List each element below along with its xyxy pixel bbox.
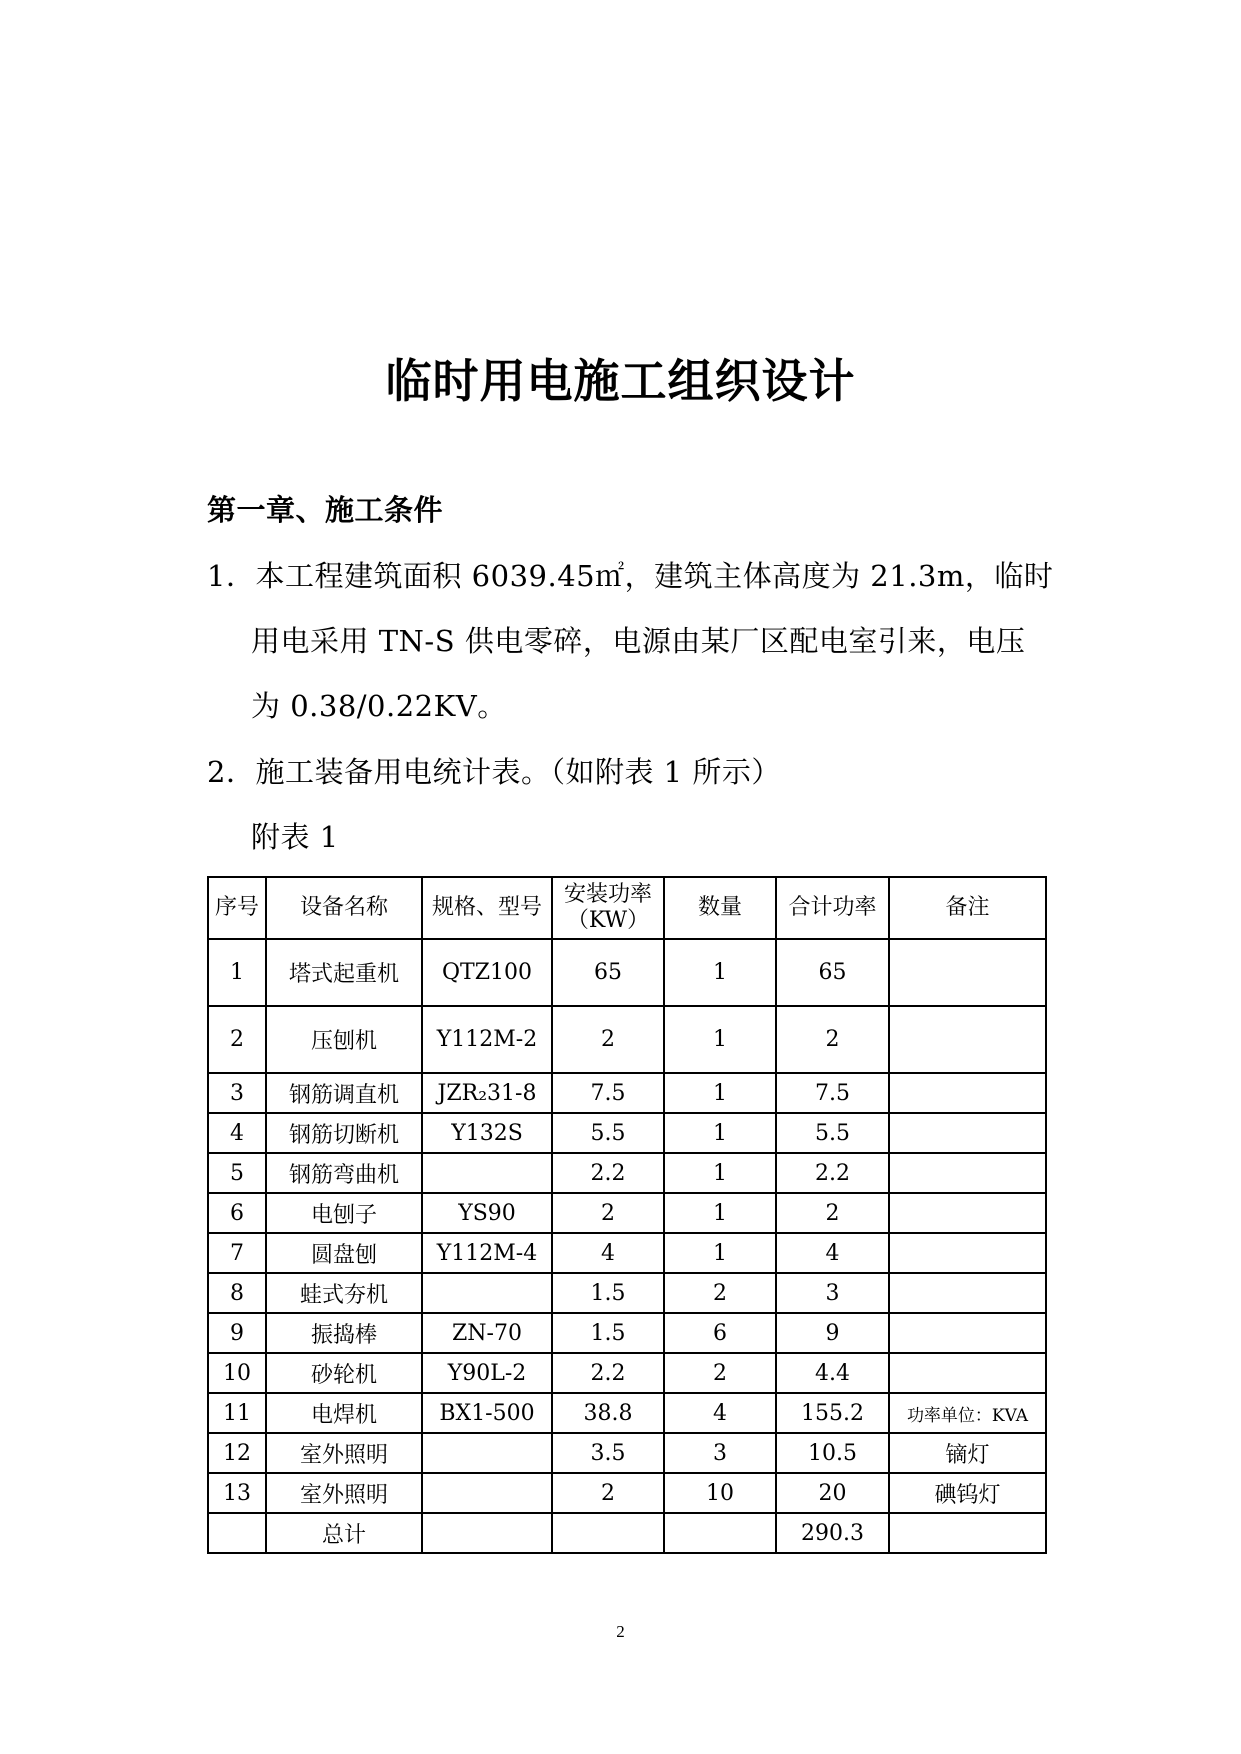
table-cell: 1: [208, 939, 266, 1006]
table-cell: 钢筋调直机: [266, 1073, 422, 1113]
table-cell: 12: [208, 1433, 266, 1473]
table-row: [208, 1153, 1046, 1193]
table-cell: 1: [664, 1193, 776, 1233]
table-cell: [208, 1513, 266, 1553]
table-cell: 4: [552, 1233, 664, 1273]
table-cell: 1: [664, 1073, 776, 1113]
table-row: [208, 1006, 1046, 1073]
table-cell: 蛙式夯机: [266, 1273, 422, 1313]
table-cell: 5.5: [776, 1113, 889, 1153]
item2-text: 2．施工装备用电统计表。（如附表 1 所示）: [207, 755, 781, 789]
table-cell: 8: [208, 1273, 266, 1313]
table-row: [208, 1393, 1046, 1433]
table-row: [208, 1073, 1046, 1113]
table-row: [208, 1353, 1046, 1393]
header-cell: 设备名称: [266, 877, 422, 939]
table-cell: YS90: [422, 1193, 552, 1233]
table-cell: 1: [664, 939, 776, 1006]
table-cell: 9: [776, 1313, 889, 1353]
table-cell: 室外照明: [266, 1473, 422, 1513]
table-cell: 1.5: [552, 1313, 664, 1353]
table-row: [208, 939, 1046, 1006]
total-label: 总计: [266, 1513, 422, 1553]
table-cell: 6: [208, 1193, 266, 1233]
header-cell: 合计功率: [776, 877, 889, 939]
table-cell: 1: [664, 1153, 776, 1193]
table-cell: [889, 1273, 1046, 1313]
table-cell: QTZ100: [422, 939, 552, 1006]
table-cell: 电焊机: [266, 1393, 422, 1433]
table-cell: [889, 1193, 1046, 1233]
table-cell: [889, 1073, 1046, 1113]
table-cell: 室外照明: [266, 1433, 422, 1473]
document-title: 临时用电施工组织设计: [385, 354, 856, 408]
table-cell: 碘钨灯: [889, 1473, 1046, 1513]
item1-line3: 为 0.38/0.22KV。: [251, 689, 507, 723]
table-cell: Y90L-2: [422, 1353, 552, 1393]
table-cell: 2: [552, 1193, 664, 1233]
table-cell: 砂轮机: [266, 1353, 422, 1393]
table-cell: 3.5: [552, 1433, 664, 1473]
table-cell: 电刨子: [266, 1193, 422, 1233]
table-cell: 38.8: [552, 1393, 664, 1433]
table-cell: 2: [776, 1193, 889, 1233]
table-cell: 1: [664, 1113, 776, 1153]
table-cell: 钢筋切断机: [266, 1113, 422, 1153]
table-cell: [889, 1006, 1046, 1073]
table-cell: 1: [664, 1233, 776, 1273]
table-cell: 7.5: [552, 1073, 664, 1113]
equipment-power-table: [207, 876, 1047, 1554]
table-cell: [889, 1513, 1046, 1553]
table-cell: 镝灯: [889, 1433, 1046, 1473]
table-cell: [889, 1113, 1046, 1153]
table-cell: 2.2: [552, 1353, 664, 1393]
table-cell: 2.2: [552, 1153, 664, 1193]
chapter-heading: 第一章、施工条件: [207, 493, 444, 527]
table-row: [208, 1113, 1046, 1153]
table-cell: 7.5: [776, 1073, 889, 1113]
table-cell: 4: [776, 1233, 889, 1273]
table-row: [208, 1433, 1046, 1473]
table-cell: [422, 1153, 552, 1193]
table-cell: 2: [208, 1006, 266, 1073]
item1-line2: 用电采用 TN-S 供电零碎，电源由某厂区配电室引来，电压: [251, 624, 1026, 658]
table-cell: 5.5: [552, 1113, 664, 1153]
table-row: [208, 1313, 1046, 1353]
table-cell: 压刨机: [266, 1006, 422, 1073]
table-cell: Y112M-2: [422, 1006, 552, 1073]
table-cell: 10.5: [776, 1433, 889, 1473]
table-cell: ZN-70: [422, 1313, 552, 1353]
table-cell: 9: [208, 1313, 266, 1353]
table-cell: 155.2: [776, 1393, 889, 1433]
table-cell: 2: [552, 1006, 664, 1073]
header-cell: 规格、型号: [422, 877, 552, 939]
table-cell: [422, 1433, 552, 1473]
table-cell: Y132S: [422, 1113, 552, 1153]
table-cell: 10: [208, 1353, 266, 1393]
table-cell: 10: [664, 1473, 776, 1513]
table-cell: [422, 1473, 552, 1513]
table-cell: 4: [208, 1113, 266, 1153]
table-cell: 2: [552, 1473, 664, 1513]
table-cell: [889, 1233, 1046, 1273]
table-row: [208, 1473, 1046, 1513]
table-cell: 1: [664, 1006, 776, 1073]
table-cell: 2: [664, 1353, 776, 1393]
table-cell: 塔式起重机: [266, 939, 422, 1006]
table-header-row: [208, 877, 1046, 939]
table-cell: 钢筋弯曲机: [266, 1153, 422, 1193]
table-cell: 2: [776, 1006, 889, 1073]
table-row: [208, 1273, 1046, 1313]
table-cell: JZR₂31-8: [422, 1073, 552, 1113]
table-cell: 2.2: [776, 1153, 889, 1193]
table-cell: 13: [208, 1473, 266, 1513]
table-cell: 6: [664, 1313, 776, 1353]
table-cell: 3: [664, 1433, 776, 1473]
table-cell: 20: [776, 1473, 889, 1513]
table-cell: 振捣棒: [266, 1313, 422, 1353]
table-cell: [889, 1153, 1046, 1193]
table-cell: BX1-500: [422, 1393, 552, 1433]
table-cell: [889, 1313, 1046, 1353]
item1-line1: 1．本工程建筑面积 6039.45㎡，建筑主体高度为 21.3m，临时: [207, 559, 1054, 593]
table-cell: [889, 939, 1046, 1006]
table-cell: 3: [776, 1273, 889, 1313]
header-cell: 备注: [889, 877, 1046, 939]
header-cell: 安装功率（KW）: [552, 877, 664, 939]
table-cell: [889, 1353, 1046, 1393]
table-cell: 2: [664, 1273, 776, 1313]
table-total-row: [208, 1513, 1046, 1553]
table-cell: 1.5: [552, 1273, 664, 1313]
table-cell: [422, 1273, 552, 1313]
table-cell: 4: [664, 1393, 776, 1433]
table-caption: 附表 1: [251, 820, 339, 854]
header-cell: 数量: [664, 877, 776, 939]
total-value: 290.3: [776, 1513, 889, 1553]
table-cell: 65: [552, 939, 664, 1006]
table-cell: [552, 1513, 664, 1553]
table-cell: [422, 1513, 552, 1553]
table-cell: 5: [208, 1153, 266, 1193]
table-cell: [664, 1513, 776, 1553]
header-cell: 序号: [208, 877, 266, 939]
table-cell: 圆盘刨: [266, 1233, 422, 1273]
table-cell: 4.4: [776, 1353, 889, 1393]
table-row: [208, 1233, 1046, 1273]
table-cell: 11: [208, 1393, 266, 1433]
table-cell: 65: [776, 939, 889, 1006]
table-cell: 7: [208, 1233, 266, 1273]
table-cell-note: 功率单位：KVA: [889, 1393, 1046, 1433]
table-cell: 3: [208, 1073, 266, 1113]
table-row: [208, 1193, 1046, 1233]
page-number: 2: [616, 1622, 625, 1641]
table-cell: Y112M-4: [422, 1233, 552, 1273]
